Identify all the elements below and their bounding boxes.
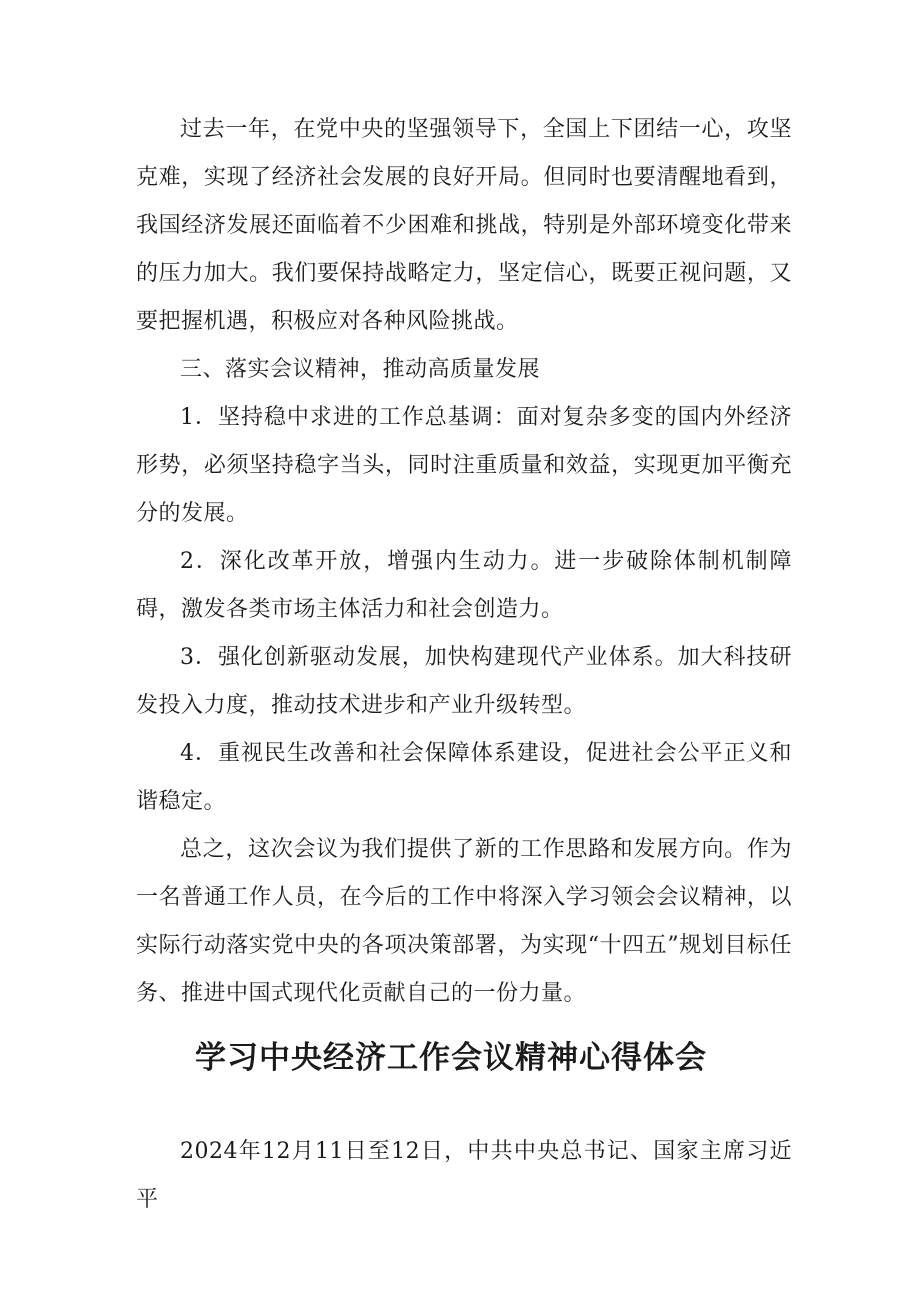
list-item-1: 1．坚持稳中求进的工作总基调：面对复杂多变的国内外经济形势，必须坚持稳字当头，同时注重质量和效益，实现更加平衡充分的发展。 <box>136 405 792 526</box>
paragraph-review: 过去一年，在党中央的坚强领导下，全国上下团结一心，攻坚克难，实现了经济社会发展的良好开局。但同时也要清醒地看到，我国经济发展还面临着不少困难和挑战，特别是外部环境变化带来的压力加大。我们要保持战略定力，坚定信心，既要正视问题，又要把握机遇，积极应对各种风险挑战。 <box>136 117 792 334</box>
list-item-4: 4．重视民生改善和社会保障体系建设，促进社会公平正义和谐稳定。 <box>136 741 792 814</box>
paragraph-intro: 2024年12月11日至12日，中共中央总书记、国家主席习近平 <box>136 1139 792 1212</box>
document-title: 学习中央经济工作会议精神心得体会 <box>195 1040 707 1076</box>
section-heading-3: 三、落实会议精神，推动高质量发展 <box>180 357 541 382</box>
paragraph-conclusion: 总之，这次会议为我们提供了新的工作思路和发展方向。作为一名普通工作人员，在今后的工作中将深入学习领会会议精神，以实际行动落实党中央的各项决策部署，为实现“十四五”规划目标任务、推进中国式现代化贡献自己的一份力量。 <box>136 837 792 1006</box>
list-item-3: 3．强化创新驱动发展，加快构建现代产业体系。加大科技研发投入力度，推动技术进步和产业升级转型。 <box>136 645 792 718</box>
document-body <box>136 106 792 1018</box>
list-item-2: 2．深化改革开放，增强内生动力。进一步破除体制机制障碍，激发各类市场主体活力和社会创造力。 <box>136 549 792 622</box>
next-document-body <box>136 1128 792 1224</box>
